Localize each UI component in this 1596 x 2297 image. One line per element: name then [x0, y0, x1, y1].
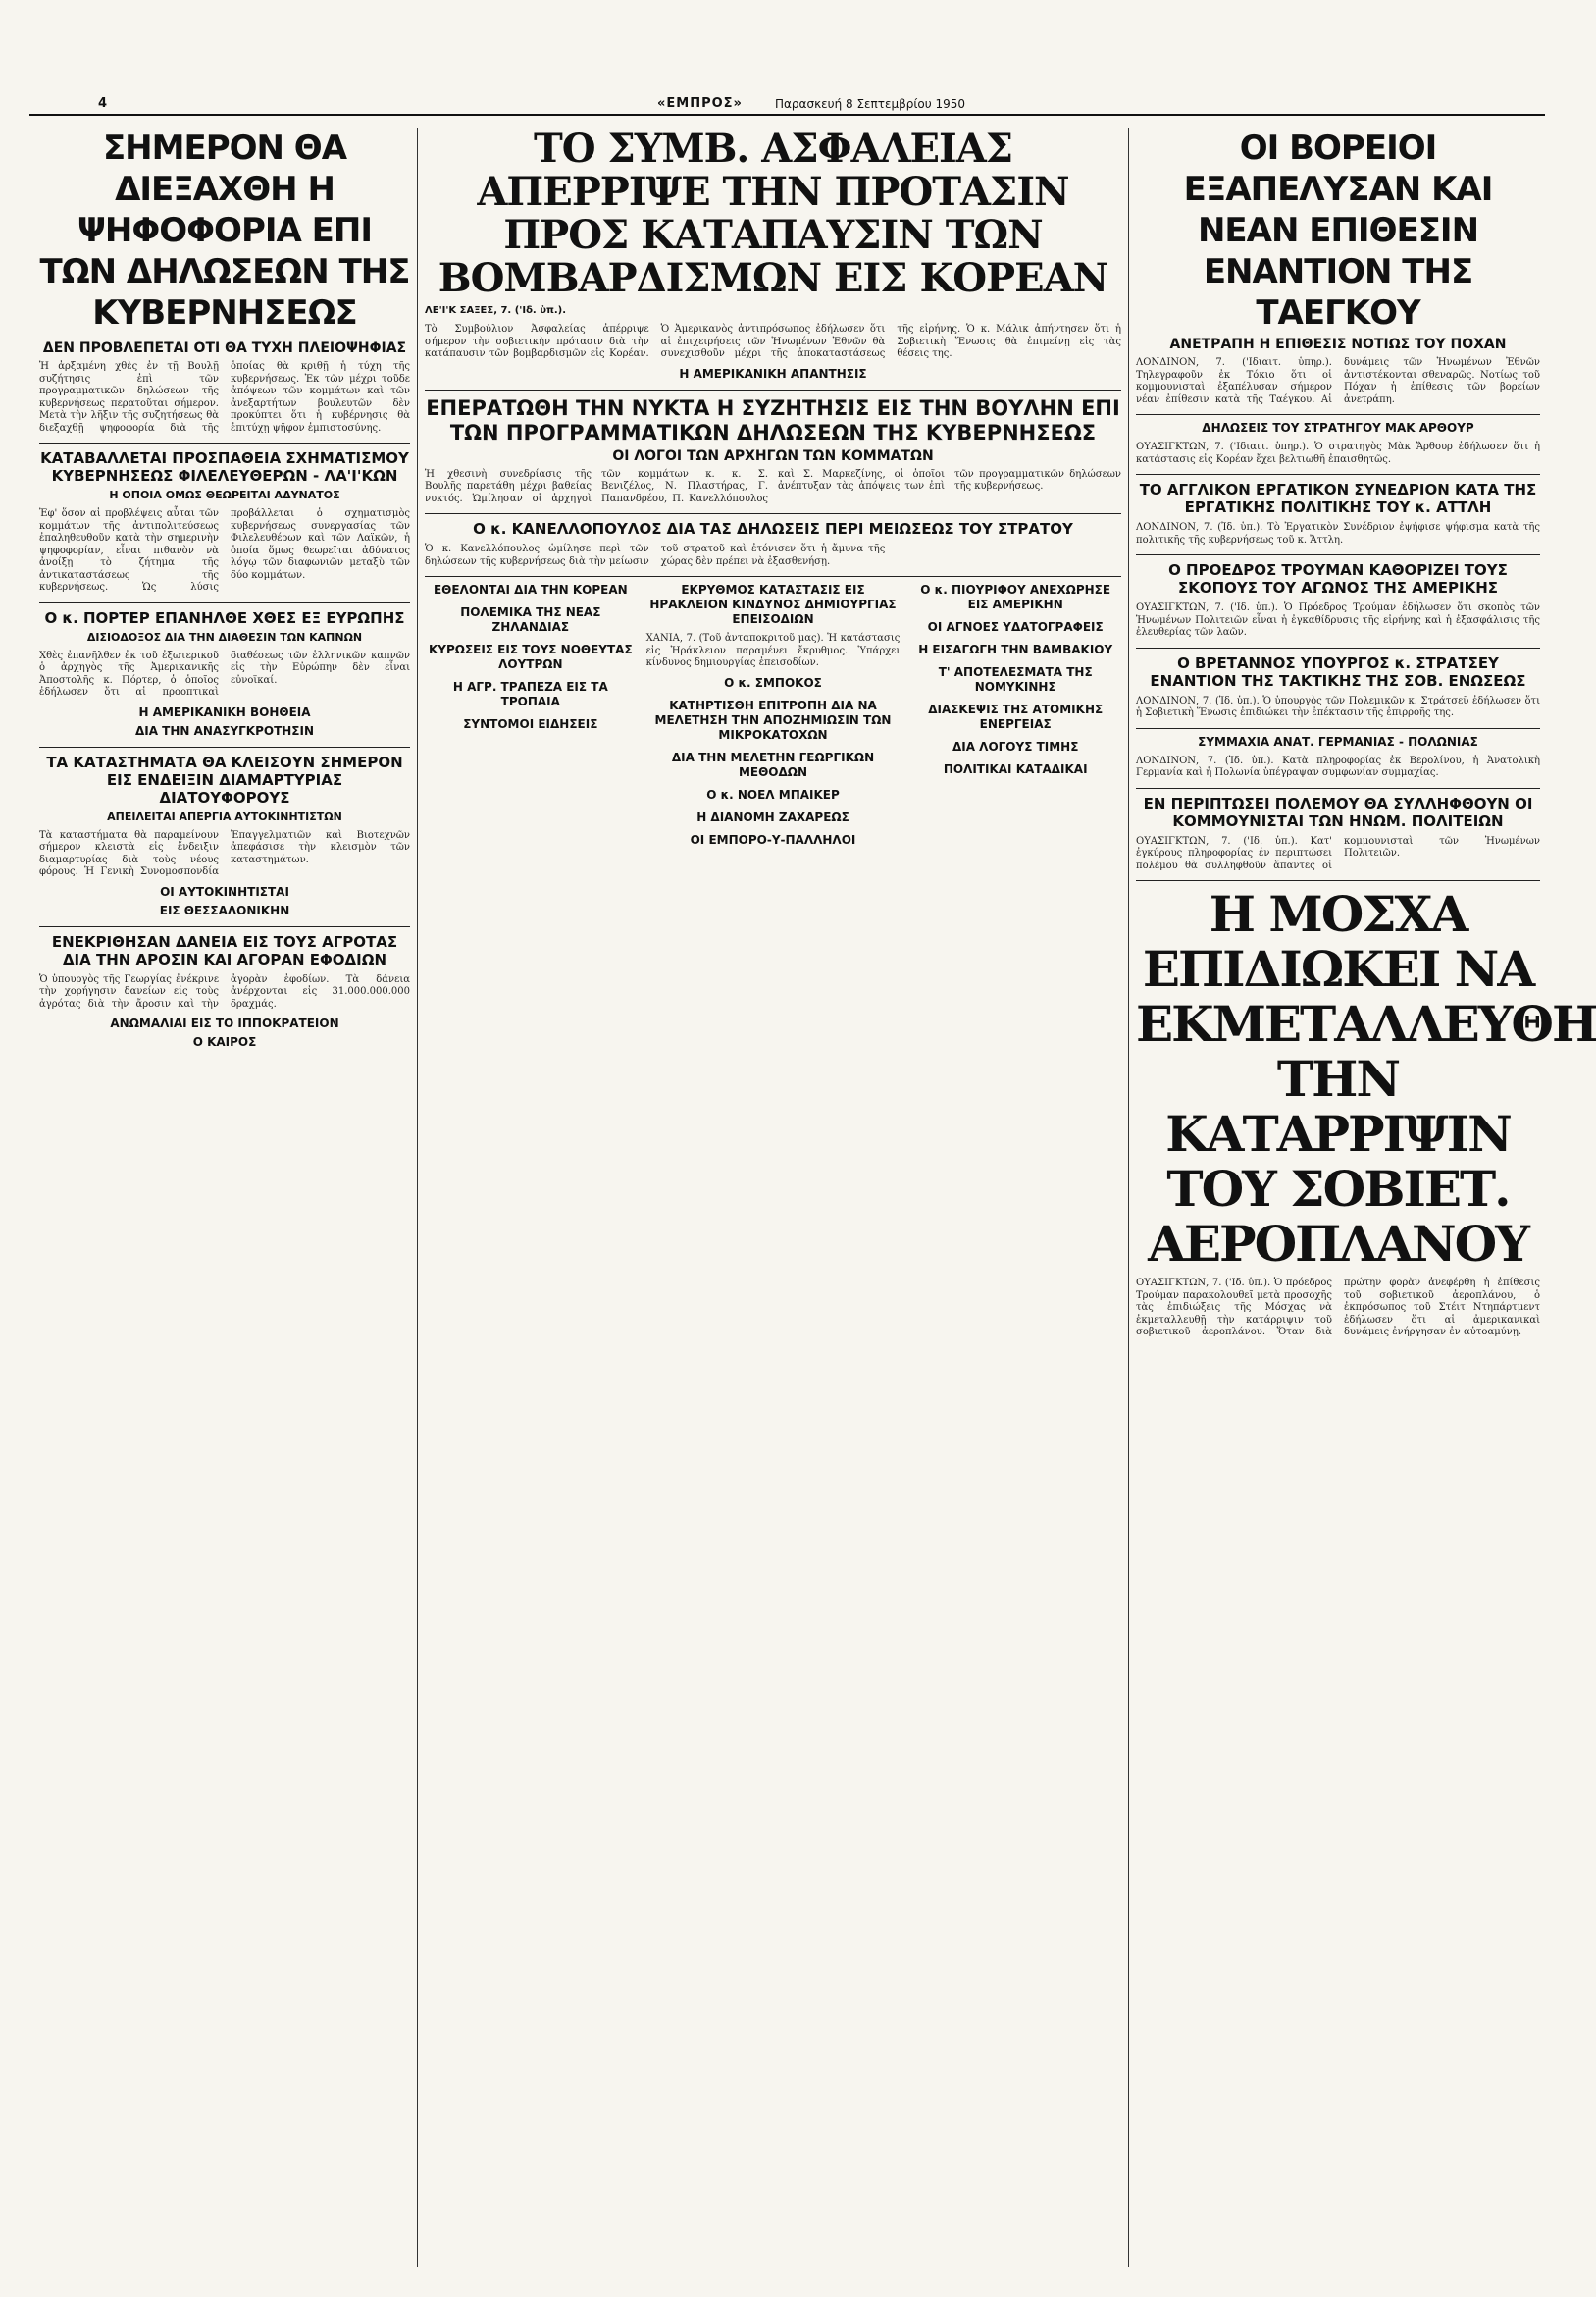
story-body: Ὁ ὑπουργὸς τῆς Γεωργίας ἐνέκρινε τὴν χορήγησιν δανείων εἰς τοὺς ἀγρότας διὰ τὴν ἄροσιν καὶ τὴν ἀγορὰν ἐφοδίων. Τὰ δάνεια ἀνέρχονται εἰς 31.000.000.000 δραχμάς. — [39, 973, 410, 1010]
section-heading: ΟΙ ΕΜΠΟΡΟ-Υ-ΠΑΛΛΗΛΟΙ — [690, 832, 856, 847]
right-column — [1136, 128, 1596, 2262]
story-headline: Ο ΠΡΟΕΔΡΟΣ ΤΡΟΥΜΑΝ ΚΑΘΟΡΙΖΕΙ ΤΟΥΣ ΣΚΟΠΟΥΣ ΤΟΥ ΑΓΩΝΟΣ ΤΗΣ ΑΜΕΡΙΚΗΣ — [1168, 561, 1508, 597]
story-body: Ἡ χθεσινὴ συνεδρίασις τῆς Βουλῆς παρετάθη μέχρι βαθείας νυκτός. Ὡμίλησαν οἱ ἀρχηγοὶ τῶν κομμάτων κ. κ. Σ. Βενιζέλος, Ν. Πλαστήρας, Γ. Παπανδρέου, Π. Κανελλόπουλος καὶ Σ. Μαρκεζίνης, οἱ ὁποῖοι ἀνέπτυξαν τὰς ἀπόψεις των ἐπὶ τῶν προγραμματικῶν δηλώσεων τῆς κυβερνήσεως. — [425, 468, 1121, 504]
story-subhead: ΔΙΣΙΟΔΟΞΟΣ ΔΙΑ ΤΗΝ ΔΙΑΘΕΣΙΝ ΤΩΝ ΚΑΠΝΩΝ — [86, 630, 363, 644]
story-body: Ἐφ' ὅσον αἱ προβλέψεις αὗται τῶν κομμάτων τῆς ἀντιπολιτεύσεως ἐπαληθευθοῦν κατὰ τὴν σημερινὴν ψηφοφορίαν, εἶναι πιθανὸν νὰ ἀνοίξῃ τὸ ζήτημα τῆς ἀντικαταστάσεως τῆς κυβερνήσεως. Ὡς λύσις προβάλλεται ὁ σχηματισμὸς κυβερνήσεως συνεργασίας τῶν Φιλελευθέρων καὶ τῶν Λαϊκῶν, ἡ ὁποία ὅμως θεωρεῖται ἀδύνατος λόγῳ τῶν διαφωνιῶν μεταξὺ τῶν δύο κομμάτων. — [39, 508, 410, 593]
right-headline: ΟΙ ΒΟΡΕΙΟΙ ΕΞΑΠΕΛΥΣΑΝ ΚΑΙ ΝΕΑΝ ΕΠΙΘΕΣΙΝ ΕΝΑΝΤΙΟΝ ΤΗΣ ΤΑΕΓΚΟΥ — [1183, 129, 1493, 333]
big-headline: Η ΜΟΣΧΑ ΕΠΙΔΙΩΚΕΙ ΝΑ ΕΚΜΕΤΑΛΛΕΥΘΗ ΤΗΝ ΚΑΤΑΡΡΙΨΙΝ ΤΟΥ ΣΟΒΙΕΤ. ΑΕΡΟΠΛΑΝΟΥ — [1136, 885, 1596, 1273]
story-body: ΟΥΑΣΙΓΚΤΩΝ, 7. ('Ιδ. ὑπ.). Ὁ πρόεδρος Τρούμαν παρακολουθεῖ μετὰ προσοχῆς τὰς ἐπιδιώξεις τῆς Μόσχας νὰ ἐκμεταλλευθῇ τὴν κατάρριψιν τοῦ σοβιετικοῦ ἀεροπλάνου. Ὅταν διὰ πρώτην φορὰν ἀνεφέρθη ἡ ἐπίθεσις τοῦ σοβιετικοῦ ἀεροπλάνου, ὁ ἐκπρόσωπος τοῦ Στέιτ Ντηπάρτμεντ ἐδήλωσεν ὅτι αἱ ἀμερικανικαὶ δυνάμεις ἐνήργησαν ἐν αὐτοαμύνῃ. — [1136, 1278, 1540, 1337]
main-headline: ΤΟ ΣΥΜΒ. ΑΣΦΑΛΕΙΑΣ ΑΠΕΡΡΙΨΕ ΤΗΝ ΠΡΟΤΑΣΙΝ ΠΡΟΣ ΚΑΤΑΠΑΥΣΙΝ ΤΩΝ ΒΟΜΒΑΡΔΙΣΜΩΝ ΕΙΣ ΚΟΡΕΑΝ — [438, 126, 1108, 301]
section-heading: Η ΑΜΕΡΙΚΑΝΙΚΗ ΑΠΑΝΤΗΣΙΣ — [679, 366, 867, 381]
main-article-body: Τὸ Συμβούλιον Ἀσφαλείας ἀπέρριψε σήμερον τὴν σοβιετικὴν πρότασιν διὰ τὴν κατάπαυσιν τῶν βομβαρδισμῶν εἰς Κορέαν. Ὁ Ἀμερικανὸς ἀντιπρόσωπος ἐδήλωσεν ὅτι αἱ ἐπιχειρήσεις τῶν Ἡνωμένων Ἐθνῶν θὰ συνεχισθοῦν μέχρι τῆς ἀποκαταστάσεως τῆς εἰρήνης. Ὁ κ. Μάλικ ἀπήντησεν ὅτι ἡ Σοβιετικὴ Ἕνωσις θὰ ἐπιμείνῃ εἰς τὰς θέσεις της. — [425, 324, 1121, 359]
section-heading: ΕΙΣ ΘΕΣΣΑΛΟΝΙΚΗΝ — [159, 903, 290, 917]
section-heading: Ο κ. ΣΜΠΟΚΟΣ — [724, 675, 822, 690]
story-body: ΟΥΑΣΙΓΚΤΩΝ, 7. ('Ιδ. ὑπ.). Ὁ Πρόεδρος Τρούμαν ἐδήλωσεν ὅτι σκοπὸς τῶν Ἡνωμένων Πολιτειῶν εἶναι ἡ ἐγκαθίδρυσις τῆς εἰρήνης καὶ ἡ ἐξασφάλισις τῆς ἐλευθερίας τῶν λαῶν. — [1136, 602, 1540, 638]
section-heading: ΑΝΩΜΑΛΙΑΙ ΕΙΣ ΤΟ ΙΠΠΟΚΡΑΤΕΙΟΝ — [110, 1017, 339, 1030]
lead-headline: ΣΗΜΕΡΟΝ ΘΑ ΔΙΕΞΑΧΘΗ Η ΨΗΦΟΦΟΡΙΑ ΕΠΙ ΤΩΝ ΔΗΛΩΣΕΩΝ ΤΗΣ ΚΥΒΕΡΝΗΣΕΩΣ — [39, 129, 410, 333]
section-heading: Η ΕΙΣΑΓΩΓΗ ΤΗΝ ΒΑΜΒΑΚΙΟΥ — [918, 643, 1113, 656]
story-body: ΟΥΑΣΙΓΚΤΩΝ, 7. ('Ιδιαιτ. ὑπηρ.). Ὁ στρατηγὸς Μὰκ Ἄρθουρ ἐδήλωσεν ὅτι ἡ κατάστασις εἰς Κορέαν ἔχει βελτιωθῆ ἐπαισθητῶς. — [1136, 442, 1540, 465]
newspaper-name: «ΕΜΠΡΟΣ» — [657, 96, 743, 111]
short-item — [425, 583, 637, 848]
section-heading: Ο ΚΑΙΡΟΣ — [192, 1035, 257, 1049]
section-heading: ΟΙ ΑΥΤΟΚΙΝΗΤΙΣΤΑΙ — [160, 884, 289, 899]
story-body: ΛΟΝΔΙΝΟΝ, 7. (Ἰδ. ὑπ.). Τὸ Ἐργατικὸν Συνέδριον ἐψήφισε ψήφισμα κατὰ τῆς πολιτικῆς τῆς κυβερνήσεως τοῦ κ. Ἄττλη. — [1136, 522, 1540, 546]
story-headline: ΕΠΕΡΑΤΩΘΗ ΤΗΝ ΝΥΚΤΑ Η ΣΥΖΗΤΗΣΙΣ ΕΙΣ ΤΗΝ ΒΟΥΛΗΝ ΕΠΙ ΤΩΝ ΠΡΟΓΡΑΜΜΑΤΙΚΩΝ ΔΗΛΩΣΕΩΝ ΤΗΣ ΚΥΒΕΡΝΗΣΕΩΣ — [426, 395, 1120, 444]
story-subhead: Η ΟΠΟΙΑ ΟΜΩΣ ΘΕΩΡΕΙΤΑΙ ΑΔΥΝΑΤΟΣ — [109, 489, 340, 501]
section-heading: ΔΙΑ ΤΗΝ ΑΝΑΣΥΓΚΡΟΤΗΣΙΝ — [134, 723, 315, 738]
story-body: ΧΑΝΙΑ, 7. (Τοῦ ἀνταποκριτοῦ μας). Ἡ κατάστασις εἰς Ἡράκλειον παραμένει ἔκρυθμος. Ὑπάρχει κίνδυνος δημιουργίας ἐπεισοδίων. — [645, 633, 901, 668]
section-heading: Ο κ. ΠΙΟΥΡΙΦΟΥ ΑΝΕΧΩΡΗΣΕ ΕΙΣ ΑΜΕΡΙΚΗΝ — [920, 583, 1111, 611]
section-heading: ΚΥΡΩΣΕΙΣ ΕΙΣ ΤΟΥΣ ΝΟΘΕΥΤΑΣ ΛΟΥΤΡΩΝ — [428, 643, 633, 671]
section-heading: Η ΑΜΕΡΙΚΑΝΙΚΗ ΒΟΗΘΕΙΑ — [138, 705, 311, 719]
story-body: ΟΥΑΣΙΓΚΤΩΝ, 7. ('Ιδ. ὑπ.). Κατ' ἐγκύρους πληροφορίας ἐν περιπτώσει πολέμου θὰ συλληφθοῦν ἅπαντες οἱ κομμουνισταὶ τῶν Ἡνωμένων Πολιτειῶν. — [1136, 835, 1540, 871]
story-body: ΛΟΝΔΙΝΟΝ, 7. ('Ιδιαιτ. ὑπηρ.). Τηλεγραφοῦν ἐκ Τόκιο ὅτι οἱ κομμουνισταὶ ἐξαπέλυσαν σήμερον νέαν ἐπίθεσιν κατὰ τῆς Ταέγκου. Αἱ δυνάμεις τῶν Ἡνωμένων Ἐθνῶν ἀντιστέκονται σθεναρῶς. Νοτίως τοῦ Πόχαν ἡ ἐπίθεσις τῶν βορείων ἀνετράπη. — [1136, 357, 1540, 405]
right-subhead: ΑΝΕΤΡΑΠΗ Η ΕΠΙΘΕΣΙΣ ΝΟΤΙΩΣ ΤΟΥ ΠΟΧΑΝ — [1169, 337, 1507, 352]
section-heading: ΠΟΛΙΤΙΚΑΙ ΚΑΤΑΔΙΚΑΙ — [943, 762, 1088, 776]
dateline: ΛΕ'Ι'Κ ΣΑΞΕΣ, 7. ('Ιδ. ὑπ.). — [425, 305, 567, 316]
story-headline: ΕΝΕΚΡΙΘΗΣΑΝ ΔΑΝΕΙΑ ΕΙΣ ΤΟΥΣ ΑΓΡΟΤΑΣ ΔΙΑ ΤΗΝ ΑΡΟΣΙΝ ΚΑΙ ΑΓΟΡΑΝ ΕΦΟΔΙΩΝ — [51, 932, 398, 968]
short-item — [646, 583, 901, 848]
section-heading: ΔΙΑ ΛΟΓΟΥΣ ΤΙΜΗΣ — [952, 740, 1079, 754]
story-headline: Ο κ. ΠΟΡΤΕΡ ΕΠΑΝΗΛΘΕ ΧΘΕΣ ΕΞ ΕΥΡΩΠΗΣ — [44, 608, 405, 627]
story-headline: ΕΝ ΠΕΡΙΠΤΩΣΕΙ ΠΟΛΕΜΟΥ ΘΑ ΣΥΛΛΗΦΘΟΥΝ ΟΙ ΚΟΜΜΟΥΝΙΣΤΑΙ ΤΩΝ ΗΝΩΜ. ΠΟΛΙΤΕΙΩΝ — [1143, 794, 1533, 830]
story-body: Τὰ καταστήματα θὰ παραμείνουν σήμερον κλειστὰ εἰς ἔνδειξιν διαμαρτυρίας διὰ τοὺς νέους φόρους. Ἡ Γενικὴ Συνομοσπονδία Ἐπαγγελματιῶν καὶ Βιοτεχνῶν ἀπεφάσισε τὴν κλεισμὸν τῶν καταστημάτων. — [39, 829, 410, 877]
left-column — [39, 128, 410, 2262]
section-heading: ΔΙΑΣΚΕΨΙΣ ΤΗΣ ΑΤΟΜΙΚΗΣ ΕΝΕΡΓΕΙΑΣ — [928, 703, 1104, 731]
section-heading: ΔΙΑ ΤΗΝ ΜΕΛΕΤΗΝ ΓΕΩΡΓΙΚΩΝ ΜΕΘΟΔΩΝ — [671, 750, 875, 779]
masthead — [29, 94, 1545, 116]
lead-article-body: Ἡ ἀρξαμένη χθὲς ἐν τῇ Βουλῇ συζήτησις ἐπὶ τῶν προγραμματικῶν δηλώσεων τῆς κυβερνήσεως περατοῦται σήμερον. Μετὰ τὴν λῆξιν τῆς συζητήσεως θὰ διεξαχθῇ ψηφοφορία διὰ τῆς ὁποίας θὰ κριθῇ ἡ τύχη τῆς κυβερνήσεως. Ἐκ τῶν μέχρι τοῦδε ἀπόψεων τῶν κομμάτων καὶ τῶν ἀνεξαρτήτων βουλευτῶν δὲν προκύπτει ὅτι ἡ κυβέρνησις θὰ ἐπιτύχῃ ψῆφον ἐμπιστοσύνης. — [39, 361, 410, 434]
story-body: Ὁ κ. Κανελλόπουλος ὡμίλησε περὶ τῶν δηλώσεων τῆς κυβερνήσεως διὰ τὴν μείωσιν τοῦ στρατοῦ καὶ ἐτόνισεν ὅτι ἡ ἄμυνα τῆς χώρας δὲν πρέπει νὰ ἐξασθενήσῃ. — [425, 544, 886, 567]
section-heading: Η ΔΙΑΝΟΜΗ ΖΑΧΑΡΕΩΣ — [696, 809, 849, 824]
page-number: 4 — [98, 96, 108, 111]
story-headline: ΤΑ ΚΑΤΑΣΤΗΜΑΤΑ ΘΑ ΚΛΕΙΣΟΥΝ ΣΗΜΕΡΟΝ ΕΙΣ ΕΝΔΕΙΞΙΝ ΔΙΑΜΑΡΤΥΡΙΑΣ ΔΙΑΤΟΥΦΟΡΟΥΣ — [46, 753, 403, 807]
lead-subhead: ΔΕΝ ΠΡΟΒΛΕΠΕΤΑΙ ΟΤΙ ΘΑ ΤΥΧΗ ΠΛΕΙΟΨΗΦΙΑΣ — [42, 340, 407, 356]
story-subhead: ΟΙ ΛΟΓΟΙ ΤΩΝ ΑΡΧΗΓΩΝ ΤΩΝ ΚΟΜΜΑΤΩΝ — [612, 447, 934, 464]
story-body: ΛΟΝΔΙΝΟΝ, 7. (Ἰδ. ὑπ.). Ὁ ὑπουργὸς τῶν Πολεμικῶν κ. Στράτσεϋ ἐδήλωσεν ὅτι ἡ Σοβιετικὴ Ἕνωσις ἐπιδιώκει τὴν ἐπέκτασιν τῆς ἐπιρροῆς της. — [1136, 695, 1540, 718]
section-heading: ΠΟΛΕΜΙΚΑ ΤΗΣ ΝΕΑΣ ΖΗΛΑΝΔΙΑΣ — [460, 605, 601, 634]
column-rule — [417, 128, 418, 2267]
section-heading: Τ' ΑΠΟΤΕΛΕΣΜΑΤΑ ΤΗΣ ΝΟΜΥΚΙΝΗΣ — [938, 665, 1093, 694]
center-column — [425, 128, 1121, 2262]
issue-date: Παρασκευή 8 Σεπτεμβρίου 1950 — [775, 97, 966, 111]
column-rule — [1128, 128, 1129, 2267]
section-heading: Η ΑΓΡ. ΤΡΑΠΕΖΑ ΕΙΣ ΤΑ ΤΡΟΠΑΙΑ — [452, 680, 608, 708]
story-body: Χθὲς ἐπανῆλθεν ἐκ τοῦ ἐξωτερικοῦ ὁ ἀρχηγὸς τῆς Ἀμερικανικῆς Ἀποστολῆς κ. Πόρτερ, ὁ ὁποῖος ἐδήλωσεν ὅτι αἱ προοπτικαὶ διαθέσεως τῶν ἑλληνικῶν καπνῶν εἰς τὴν Εὐρώπην δὲν εἶναι εὐνοϊκαί. — [39, 650, 410, 698]
section-heading: Ο κ. ΝΟΕΛ ΜΠΑΙΚΕΡ — [706, 787, 840, 802]
section-heading: ΔΗΛΩΣΕΙΣ ΤΟΥ ΣΤΡΑΤΗΓΟΥ ΜΑΚ ΑΡΘΟΥΡ — [1202, 421, 1474, 435]
story-headline: Ο κ. ΚΑΝΕΛΛΟΠΟΥΛΟΣ ΔΙΑ ΤΑΣ ΔΗΛΩΣΕΙΣ ΠΕΡΙ ΜΕΙΩΣΕΩΣ ΤΟΥ ΣΤΡΑΤΟΥ — [473, 520, 1073, 538]
section-heading: ΣΥΜΜΑΧΙΑ ΑΝΑΤ. ΓΕΡΜΑΝΙΑΣ - ΠΟΛΩΝΙΑΣ — [1198, 734, 1478, 749]
story-subhead: ΑΠΕΙΛΕΙΤΑΙ ΑΠΕΡΓΙΑ ΑΥΤΟΚΙΝΗΤΙΣΤΩΝ — [107, 809, 342, 823]
section-heading: ΚΑΤΗΡΤΙΣΘΗ ΕΠΙΤΡΟΠΗ ΔΙΑ ΝΑ ΜΕΛΕΤΗΣΗ ΤΗΝ ΑΠΟΖΗΜΙΩΣΙΝ ΤΩΝ ΜΙΚΡΟΚΑΤΟΧΩΝ — [654, 698, 892, 742]
story-headline: ΚΑΤΑΒΑΛΛΕΤΑΙ ΠΡΟΣΠΑΘΕΙΑ ΣΧΗΜΑΤΙΣΜΟΥ ΚΥΒΕΡΝΗΣΕΩΣ ΦΙΛΕΛΕΥΘΕΡΩΝ - ΛΑ'Ι'ΚΩΝ — [40, 449, 409, 485]
story-headline: ΤΟ ΑΓΓΛΙΚΟΝ ΕΡΓΑΤΙΚΟΝ ΣΥΝΕΔΡΙΟΝ ΚΑΤΑ ΤΗΣ ΕΡΓΑΤΙΚΗΣ ΠΟΛΙΤΙΚΗΣ ΤΟΥ κ. ΑΤΤΛΗ — [1139, 481, 1537, 516]
story-headline: Ο ΒΡΕΤΑΝΝΟΣ ΥΠΟΥΡΓΟΣ κ. ΣΤΡΑΤΣΕΥ ΕΝΑΝΤΙΟΝ ΤΗΣ ΤΑΚΤΙΚΗΣ ΤΗΣ ΣΟΒ. ΕΝΩΣΕΩΣ — [1150, 653, 1526, 690]
section-heading: ΕΚΡΥΘΜΟΣ ΚΑΤΑΣΤΑΣΙΣ ΕΙΣ ΗΡΑΚΛΕΙΟΝ ΚΙΝΔΥΝΟΣ ΔΗΜΙΟΥΡΓΙΑΣ ΕΠΕΙΣΟΔΙΩΝ — [649, 583, 897, 626]
section-heading: ΕΘΕΛΟΝΤΑΙ ΔΙΑ ΤΗΝ ΚΟΡΕΑΝ — [433, 583, 628, 597]
story-body: ΛΟΝΔΙΝΟΝ, 7. (Ἰδ. ὑπ.). Κατὰ πληροφορίας ἐκ Βερολίνου, ἡ Ἀνατολικὴ Γερμανία καὶ ἡ Πολωνία ὑπέγραψαν συμφωνίαν συμμαχίας. — [1136, 755, 1540, 778]
short-item — [909, 583, 1121, 848]
short-items-row — [425, 583, 1121, 848]
section-heading: ΣΥΝΤΟΜΟΙ ΕΙΔΗΣΕΙΣ — [463, 717, 598, 731]
section-heading: ΟΙ ΑΓΝΟΕΣ ΥΔΑΤΟΓΡΑΦΕΙΣ — [927, 620, 1104, 634]
